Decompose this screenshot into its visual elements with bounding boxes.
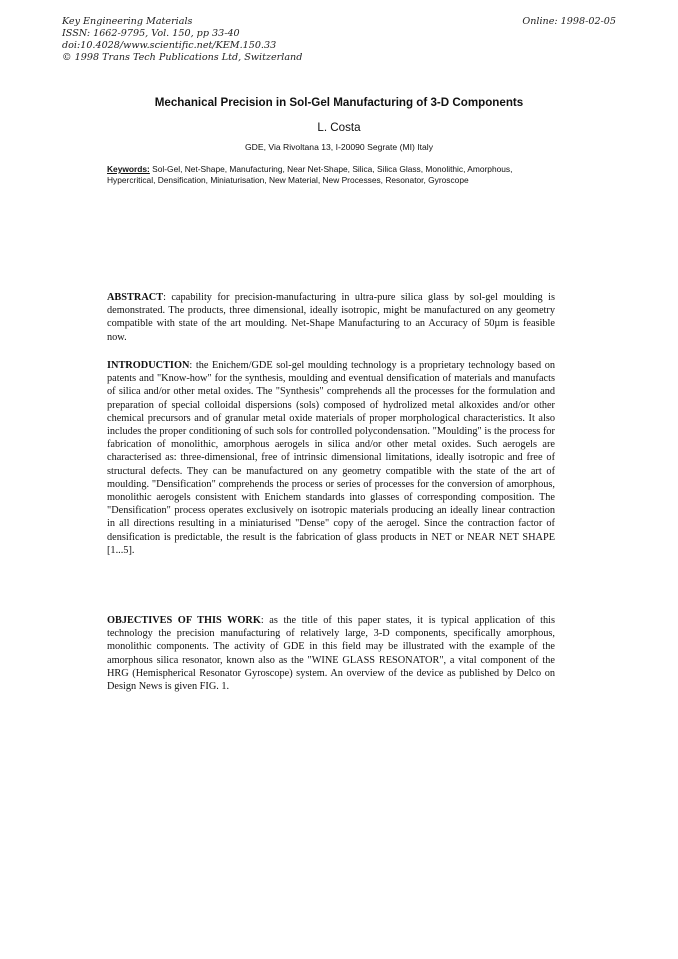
introduction-heading: INTRODUCTION — [107, 360, 190, 371]
author-affiliation: GDE, Via Rivoltana 13, I-20090 Segrate (MI) Italy — [244, 142, 434, 152]
objectives-paragraph — [107, 614, 555, 693]
issn-line: ISSN: 1662-9795, Vol. 150, pp 33-40 — [62, 28, 240, 39]
keywords-text: Sol-Gel, Net-Shape, Manufacturing, Near Net-Shape, Silica, Silica Glass, Monolithic, Amorphous, Hypercritical, Densification, Miniaturisation, New Material, New Processes, Resonator, Gyroscope — [107, 164, 513, 185]
keywords-label: Keywords: — [107, 164, 150, 174]
paper-title: Mechanical Precision in Sol-Gel Manufacturing of 3-D Components — [154, 96, 524, 109]
introduction-paragraph — [107, 359, 555, 557]
journal-header — [62, 16, 302, 64]
online-date: Online: 1998-02-05 — [522, 16, 616, 27]
journal-name: Key Engineering Materials — [62, 16, 193, 27]
author-name: L. Costa — [317, 121, 361, 134]
objectives-text: : as the title of this paper states, it is typical application of this technology the precision manufacturing of relatively large, 3-D components, specifically amorphous, monolithic components. The activity of GDE in this field may be illustrated with the example of the amorphous silica resonator, known also as the "WINE GLASS RESONATOR", a vital component of the HRG (Hemispherical Resonator Gyroscope) system. An overview of the device as published by Delco on Design News is given FIG. 1. — [107, 615, 555, 693]
abstract-heading: ABSTRACT — [107, 292, 164, 303]
objectives-heading: OBJECTIVES OF THIS WORK — [107, 615, 261, 626]
introduction-text: : the Enichem/GDE sol-gel moulding technology is a proprietary technology based on patents and "Know-how" for the synthesis, moulding and eventual densification of materials and manufacts of silica and/or other metal oxides. The "Synthesis" comprehends all the processes for the formulation and preparation of special colloidal dispersions (sols) composed of hydrolized metal alkoxides and/or other chemical precursors and of granular metal oxide materials of proper morphological characteristics. It also includes the proper conditioning of such sols for controlled polycondensation. "Moulding" is the process for fabrication of monolithic, amorphous aerogels in silica and/or other metal oxides. Such aerogels are characterised as: three-dimensional, free of intrinsic dimensional limitations, ideally isotropic and free of structural defects. They can be manufactured on any geometry compatible with the state of the art of moulding. "Densification" comprehends the process or series of processes for the conversion of amorphous, monolithic aerogels consistent with Enichem standards into glasses of corresponding composition. The "Densification" process operates exclusively on isotropic materials producing an ideally linear contraction in all directions resulting in a miniaturised "Dense" copy of the aerogel. Since the contraction factor of densification is predictable, the result is the fabrication of glass products in NET or NEAR NET SHAPE [1...5]. — [107, 360, 555, 556]
copyright-line: © 1998 Trans Tech Publications Ltd, Switzerland — [62, 52, 303, 63]
abstract-paragraph — [107, 291, 555, 344]
keywords-block — [107, 164, 559, 186]
abstract-text: : capability for precision-manufacturing in ultra-pure silica glass by sol-gel moulding is demonstrated. The products, three dimensional, ideally isotropic, might be manufactured on any geometry compatible with state of the art moulding. Net-Shape Manufacturing to an Accuracy of 50µm is feasible now. — [107, 292, 555, 343]
doi-line: doi:10.4028/www.scientific.net/KEM.150.33 — [62, 40, 277, 51]
